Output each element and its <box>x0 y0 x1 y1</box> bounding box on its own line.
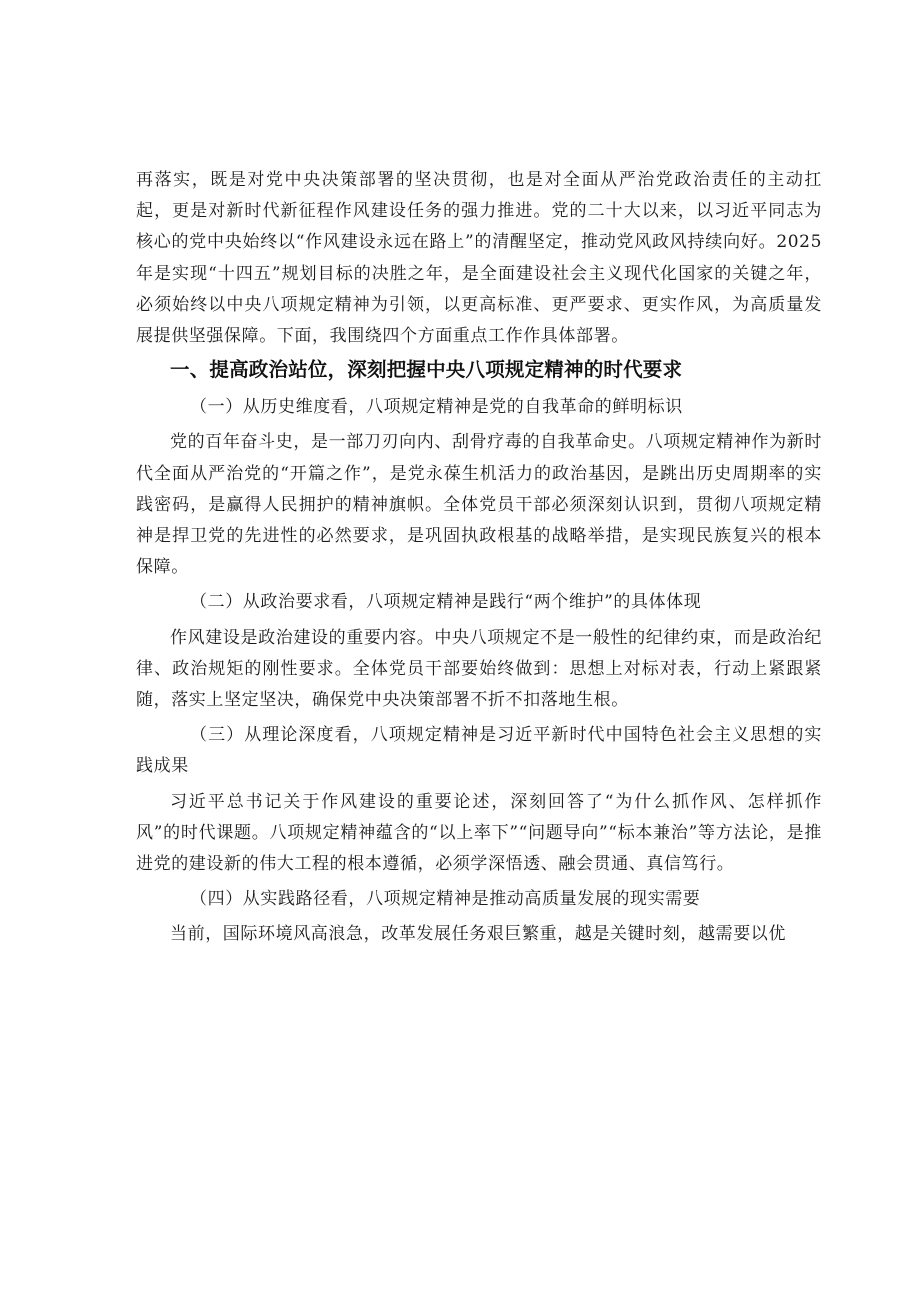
subsection-body-4: 当前，国际环境风高浪急，改革发展任务艰巨繁重，越是关键时刻，越需要以优 <box>170 924 786 945</box>
subsection-body-3: 习近平总书记关于作风建设的重要论述，深刻回答了“为什么抓作风、怎样抓作风”的时代课题。八项规定精神蕴含的“以上率下”“问题导向”“标本兼治”等方法论，是推进党的建设新的伟大工程的根本遵循，必须学深悟透、融会贯通、真信笃行。 <box>136 791 822 875</box>
subsection-body-2: 作风建设是政治建设的重要内容。中央八项规定不是一般性的纪律约束，而是政治纪律、政治规矩的刚性要求。全体党员干部要始终做到：思想上对标对表，行动上紧跟紧随，落实上坚定坚决，确保党中央决策部署不折不扣落地生根。 <box>136 627 822 711</box>
subsection-heading-1: （一）从历史维度看，八项规定精神是党的自我革命的鲜明标识 <box>190 397 683 418</box>
section-heading: 一、提高政治站位，深刻把握中央八项规定精神的时代要求 <box>170 358 683 382</box>
subsection-heading-3: （三）从理论深度看，八项规定精神是习近平新时代中国特色社会主义思想的实践成果 <box>136 725 822 777</box>
subsection-heading-2: （二）从政治要求看，八项规定精神是践行“两个维护”的具体体现 <box>190 592 702 613</box>
intro-paragraph: 再落实，既是对党中央决策部署的坚决贯彻，也是对全面从严治党政治责任的主动扛起，更是对新时代新征程作风建设任务的强力推进。党的二十大以来，以习近平同志为核心的党中央始终以“作风建设永远在路上”的清醒坚定，推动党风政风持续向好。2025年是实现“十四五”规划目标的决胜之年，是全面建设社会主义现代化国家的关键之年，必须始终以中央八项规定精神为引领，以更高标准、更严要求、更实作风，为高质量发展提供坚强保障。下面，我围绕四个方面重点工作作具体部署。 <box>136 170 822 347</box>
document-body <box>136 165 822 951</box>
subsection-heading-4: （四）从实践路径看，八项规定精神是推动高质量发展的现实需要 <box>190 889 701 910</box>
subsection-body-1: 党的百年奋斗史，是一部刀刃向内、刮骨疗毒的自我革命史。八项规定精神作为新时代全面从严治党的“开篇之作”，是党永葆生机活力的政治基因，是跳出历史周期率的实践密码，是赢得人民拥护的精神旗帜。全体党员干部必须深刻认识到，贯彻八项规定精神是捍卫党的先进性的必然要求，是巩固执政根基的战略举措，是实现民族复兴的根本保障。 <box>136 432 822 578</box>
